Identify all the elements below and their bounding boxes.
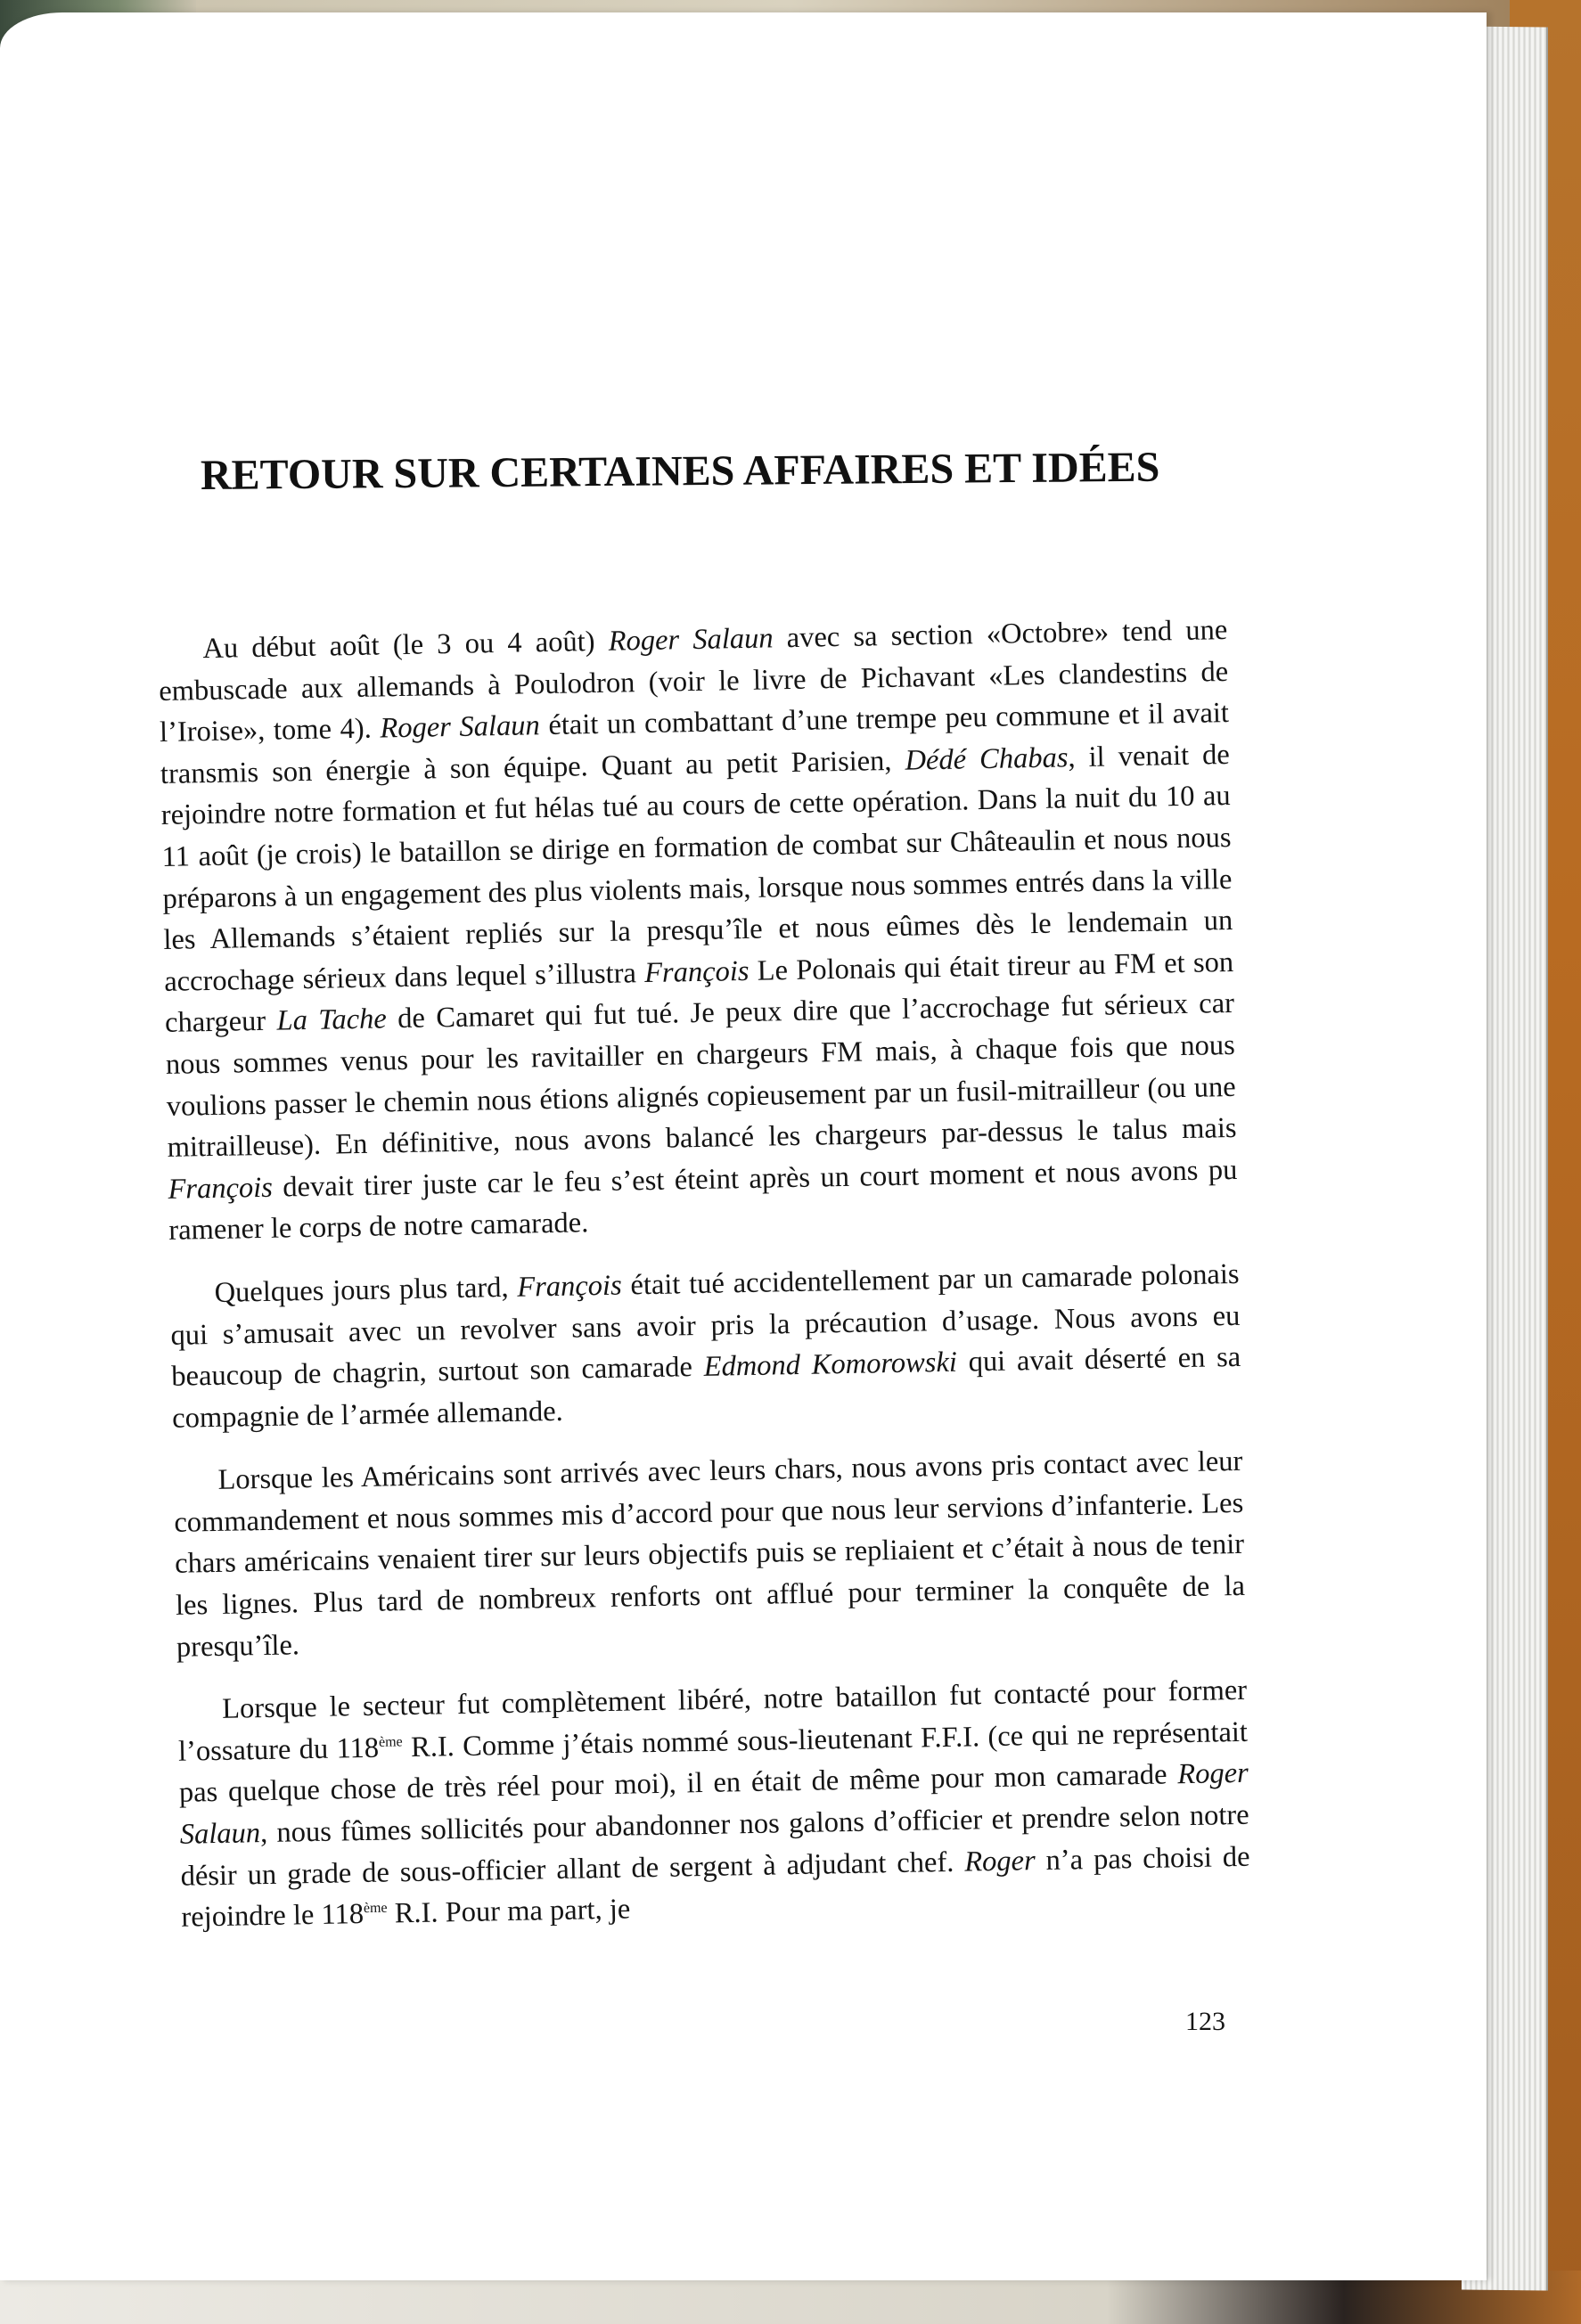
text-run: Quelques jours plus tard, [214,1271,518,1309]
italic-name: Edmond Komorowski [703,1346,958,1384]
italic-name: Roger Salaun [179,1757,1249,1851]
body-text [158,610,1251,1960]
text-run: R.I. Comme j’étais nommé sous-lieutenant F.F.I. (ce qui ne représentait pas quelque chose de très réel pour moi), il en était de même pour mon camarade [178,1715,1249,1810]
italic-name: Roger Salaun [380,709,541,745]
text-run: devait tirer juste car le feu s’est éteint après un court moment et nous avons pu ramener le corps de notre camarade. [168,1153,1238,1248]
text-run: de Camaret qui fut tué. Je peux dire que l’accrochage fut sérieux car nous sommes venus pour les ravitailler en chargeurs FM mais, à chaque fois que nous voulions passer le chemin nous étions alignés copieusement par un fusil-mitrailleur (ou une mitrailleuse). En définitive, nous avons balancé les chargeurs par-dessus le talus mais [165,987,1237,1165]
chapter-title: RETOUR SUR CERTAINES AFFAIRES ET IDÉES [200,443,1160,499]
italic-name: François [643,954,750,989]
text-run: , il venait de rejoindre notre formation et fut hélas tué au cours de cette opération. Dans la nuit du 10 au 11 août (je crois) le bataillon se dirige en formation de combat sur Châteaulin et nous nous préparons à un engagement des plus violents mais, lorsque nous sommes entrés dans la ville les Allemands s’étaient repliés sur la presqu’île et nous eûmes dès le lendemain un accrochage sérieux dans lequel s’illustra [160,738,1233,998]
text-run: était tué accidentellement par un camarade polonais qui s’amusait avec un revolver sans avoir pris la précaution d’usage. Nous avons eu beaucoup de chagrin, surtout son camarade [170,1257,1241,1393]
text-run: Le Polonais qui était tireur au FM et son chargeur [164,945,1234,1040]
italic-name: François [517,1269,623,1304]
text-run: qui avait déserté en sa compagnie de l’armée allemande. [171,1340,1241,1435]
superscript: ème [378,1734,403,1750]
italic-name: La Tache [276,1002,388,1037]
italic-name: François [168,1171,274,1206]
paragraph [169,1254,1241,1439]
paragraph [173,1441,1246,1668]
superscript: ème [363,1900,388,1917]
paragraph [158,610,1239,1252]
text-run: Lorsque les Américains sont arrivés avec leurs chars, nous avons pris contact avec leur commandement et nous sommes mis d’accord pour que nous leur servions d’infanterie. Les chars américains venaient tirer sur leurs objectifs puis se repliaient et c’était à nous de tenir les lignes. Plus tard de nombreux renforts ont afflué pour terminer la conquête de la presqu’île. [174,1445,1246,1664]
paragraph [177,1670,1251,1939]
page-number: 123 [1185,2007,1225,2036]
text-run: avec sa section «Octobre» tend une embuscade aux allemands à Poulodron (voir le livre de Pichavant «Les clandestins de l’Iroise», tome 4). [158,614,1229,749]
book-page [0,12,1487,2280]
text-run: était un combattant d’une trempe peu commune et il avait transmis son énergie à son équipe. Quant au petit Parisien, [160,697,1230,790]
text-run: Lorsque le secteur fut complètement libéré, notre bataillon fut contacté pour former l’ossature du 118 [177,1674,1248,1768]
text-run: , nous fûmes sollicités pour abandonner nos galons d’officier et prendre selon notre désir un grade de sous-officier allant de sergent à adjudant chef. [180,1798,1249,1893]
italic-name: Dédé Chabas [905,741,1069,777]
italic-name: Roger [963,1844,1036,1878]
italic-name: Roger Salaun [608,622,774,658]
text-run: n’a pas choisi de rejoindre le 118 [181,1840,1250,1934]
text-run: R.I. Pour ma part, je [387,1893,631,1930]
text-run: Au début août (le 3 ou 4 août) [202,625,610,666]
